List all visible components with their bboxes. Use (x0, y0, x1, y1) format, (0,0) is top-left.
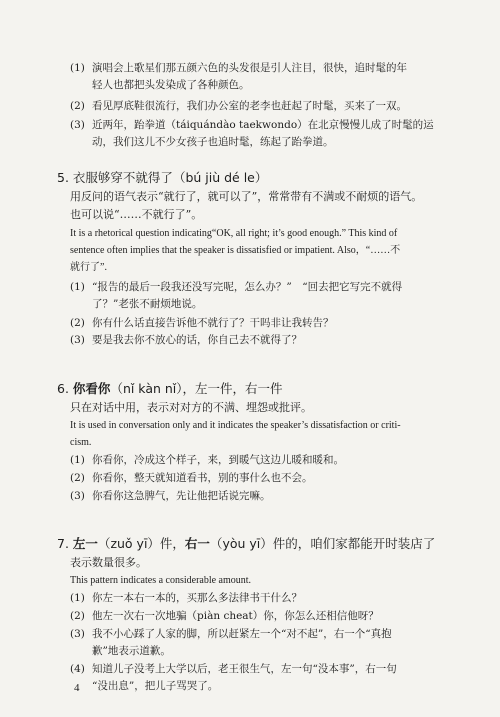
example-item: (2) 你有什么话直接告诉他不就行了？干吗非让我转告？ (70, 317, 334, 329)
section-6-explanation-en: It is used in conversation only and it indicates the speaker’s dissatisfaction or criti- cism. (70, 420, 401, 448)
example-item: (1) 你左一本右一本的，买那么多法律书干什么？ (70, 592, 302, 604)
example-item: (3) 我不小心踩了人家的脚，所以赶紧左一个“对不起”，右一个“真抱 歉”地表示道歉。 (70, 628, 392, 657)
page-number: 4 (74, 682, 80, 694)
example-item: (1) “报告的最后一段我还没写完呢，怎么办？” “回去把它写完不就得 了？”老张不耐烦地说。 (70, 281, 403, 310)
example-number: (3) (70, 119, 85, 131)
example-number: (1) (70, 62, 85, 74)
section-7-title: 7. 左一（zuǒ yī）件，右一（yòu yī）件的，咱们家都能开时装店了 (57, 536, 436, 551)
example-item (70, 98, 460, 115)
section-6-title: 6. 你看你（nǐ kàn nǐ），左一件，右一件 (57, 381, 283, 396)
example-item: (4) 知道儿子没考上大学以后，老王很生气，左一句“没本事”，右一句 “没出息”，把儿子骂哭了。 (70, 663, 397, 692)
example-line: 动，我们这儿不少女孩子也追时髦，练起了跆拳道。 (92, 136, 334, 148)
section-7-explanation-en: This pattern indicates a considerable amount. (70, 575, 252, 586)
example-item: (1) 你看你，冷成这个样子，来，到暖气这边儿暖和暖和。 (70, 454, 344, 466)
example-item: (2) 他左一次右一次地骗（piàn cheat）你，你怎么还相信他呀？ (70, 610, 379, 622)
example-item: (2) 你看你，整天就知道看书，别的事什么也不会。 (70, 472, 313, 484)
example-item: (3) 你看你这急脾气，先让他把话说完嘛。 (70, 490, 271, 502)
section-6-explanation-zh: 只在对话中用，表示对对方的不满、埋怨或批评。 (70, 401, 312, 414)
example-item (70, 117, 460, 151)
example-line: 演唱会上歌星们那五颜六色的头发很是引人注目，很快，追时髦的年 (92, 62, 407, 74)
example-item (70, 60, 460, 94)
example-line: 近两年，跆拳道（táiquándào taekwondo）在北京慢慢儿成了时髦的运 (92, 119, 434, 131)
section-5-explanation-zh: 用反问的语气表示“就行了，就可以了”，常常带有不满或不耐烦的语气。 也可以说“……不就行了”。 (70, 190, 423, 221)
section-5-title: 5. 衣服够穿不就得了（bú jiù dé le） (57, 170, 268, 185)
example-line: 看见厚底鞋很流行，我们办公室的老李也赶起了时髦，买来了一双。 (92, 100, 407, 112)
example-line: 轻人也都把头发染成了各种颜色。 (92, 79, 250, 91)
section-7-explanation-zh: 表示数量很多。 (70, 556, 147, 569)
example-number: (2) (70, 100, 85, 112)
section-5-explanation-en: It is a rhetorical question indicating“OK, all right; it’s good enough.” This kind of sentence often implies that the speaker is dissatisfied or impatient. Also，“……不 就行了”. (70, 228, 401, 273)
example-item: (3) 要是我去你不放心的话，你自己去不就得了？ (70, 334, 302, 346)
